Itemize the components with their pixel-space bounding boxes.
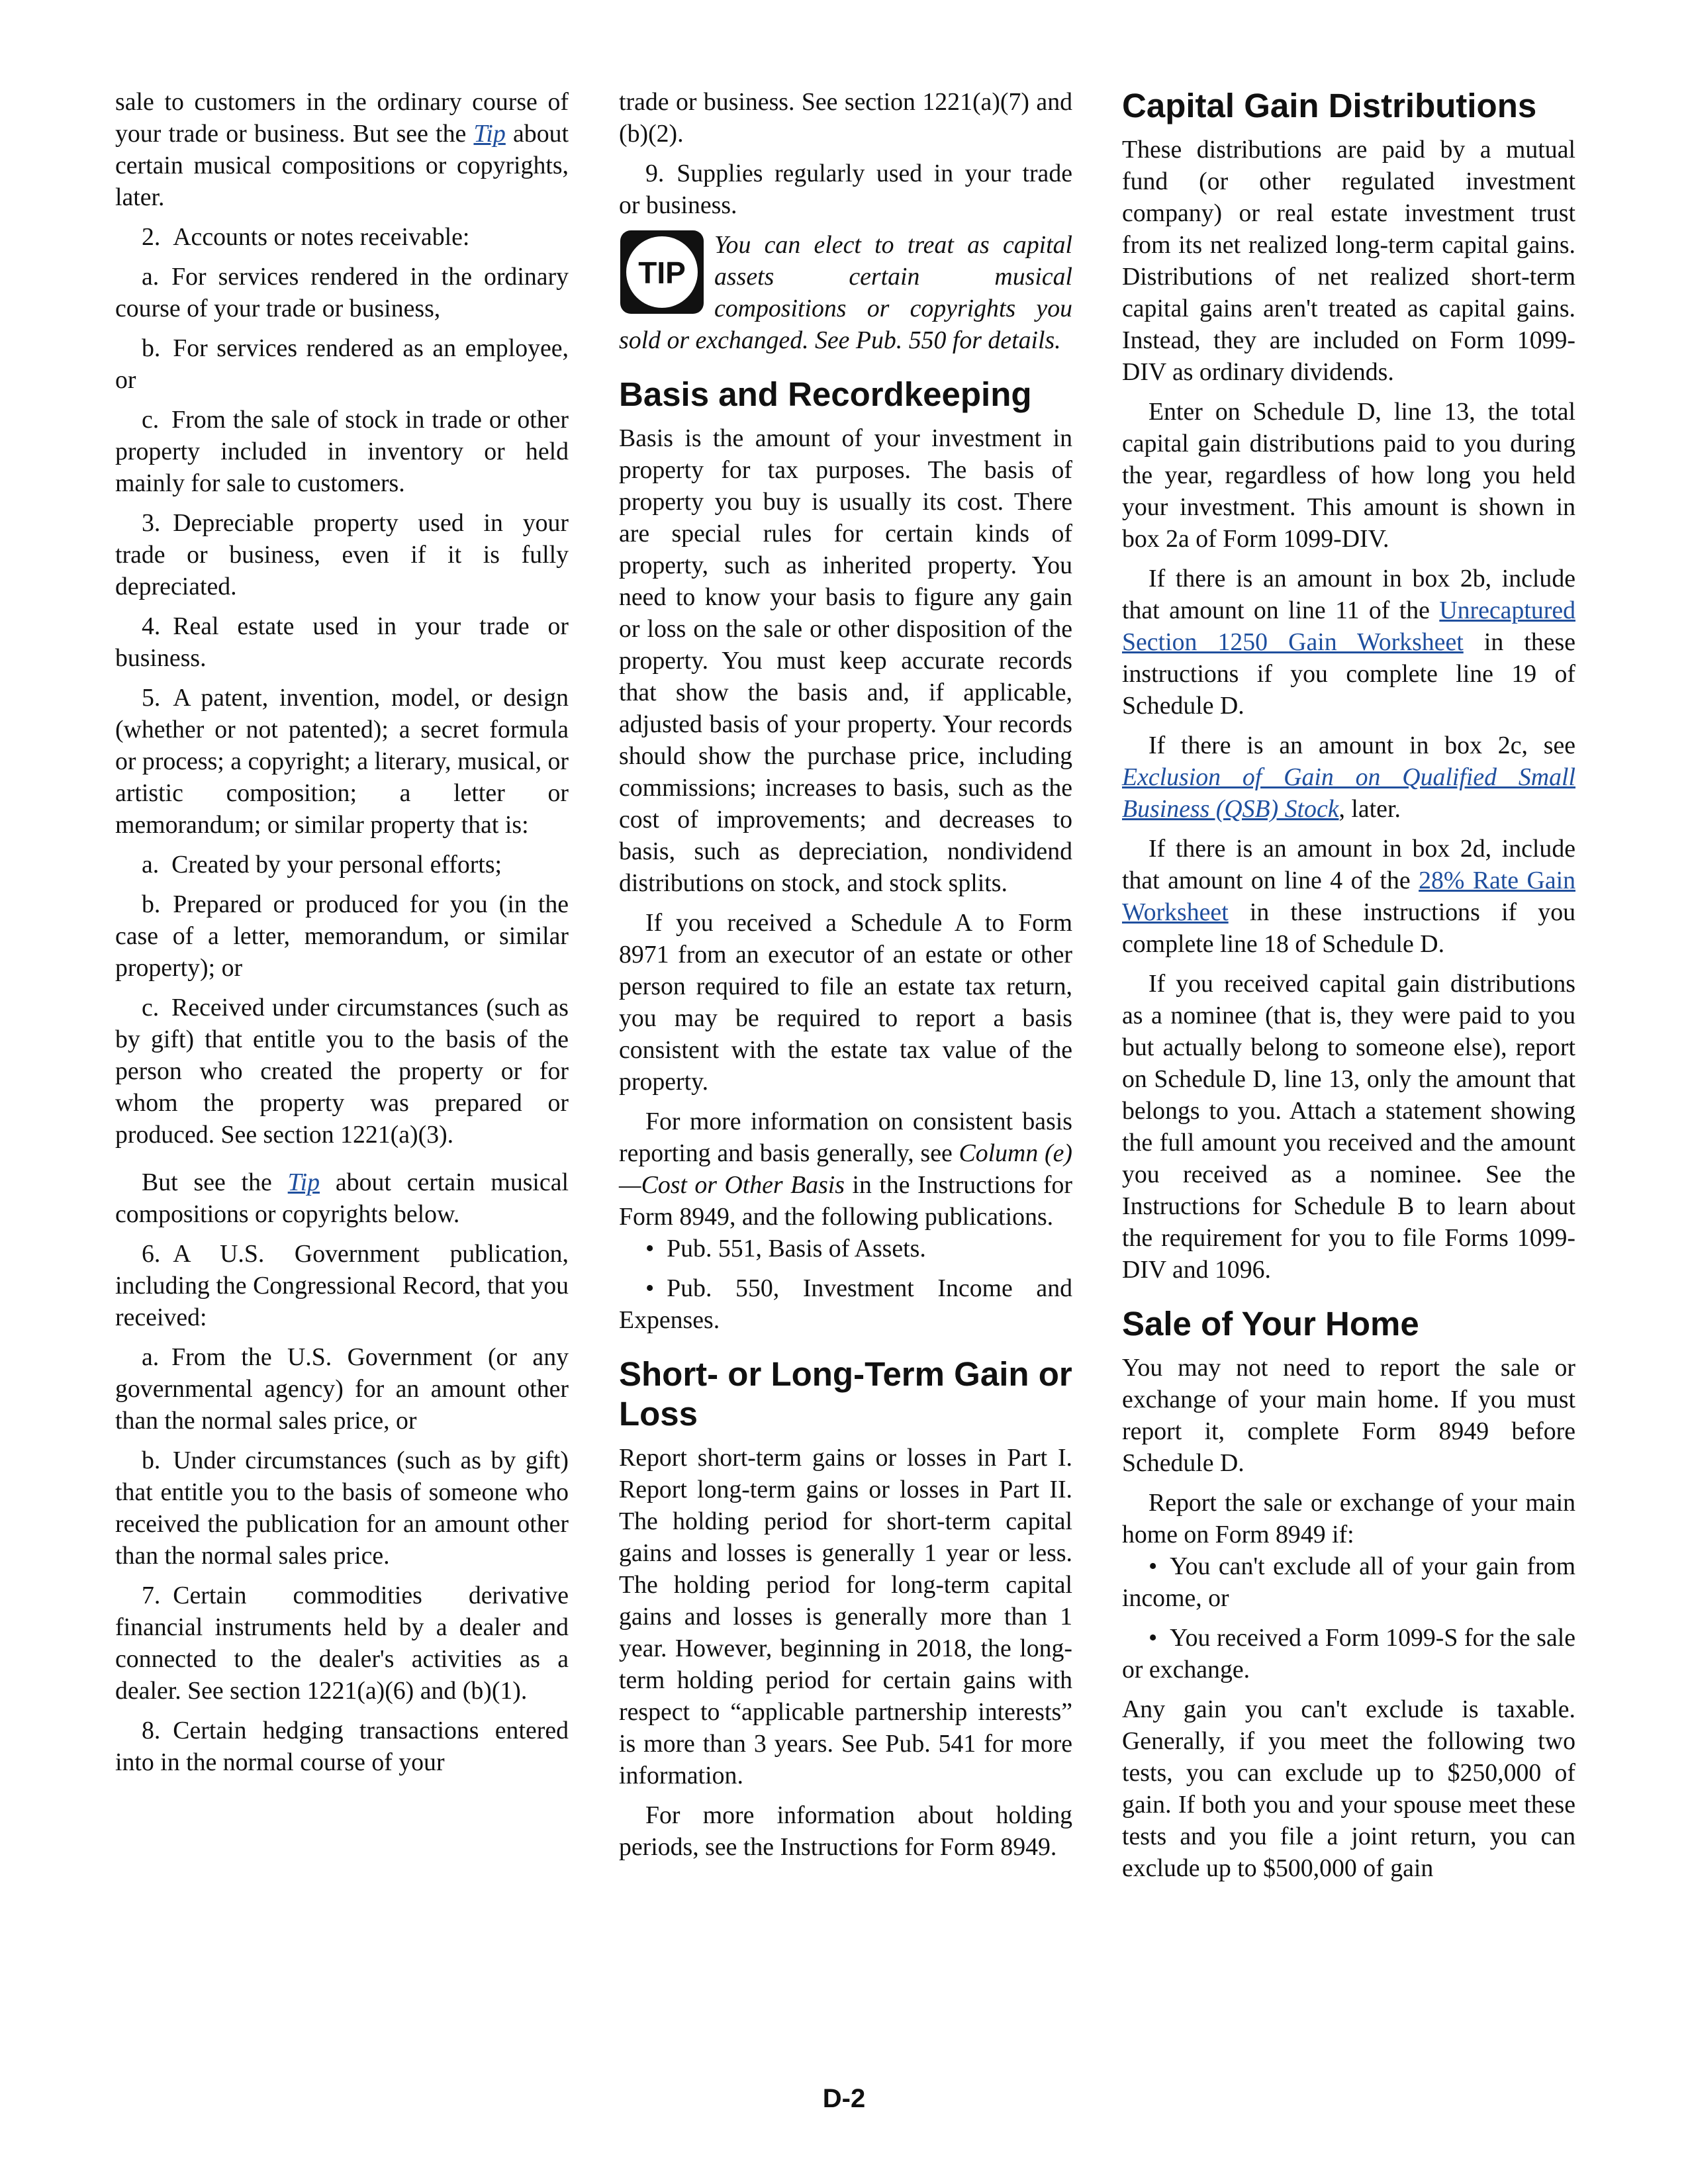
- list-item: a. For services rendered in the ordinary course of your trade or business,: [115, 263, 569, 322]
- tip-text: You can elect to treat as capital assets certain musical compositions or copyrights you sold or exchanged. See Pub. 550 for details.: [619, 231, 1072, 354]
- bullet-item: • You received a Form 1099-S for the sale or exchange.: [1122, 1624, 1575, 1684]
- column-3: [1122, 86, 1575, 1892]
- list-item: c. From the sale of stock in trade or other property included in inventory or held mainly for sale to customers.: [115, 406, 569, 497]
- list-item: 8. Certain hedging transactions entered into in the normal course of your: [115, 1717, 569, 1776]
- paragraph: But see the Tip about certain musical compositions or copyrights below.: [115, 1168, 569, 1228]
- paragraph: Report the sale or exchange of your main home on Form 8949 if:: [1122, 1489, 1575, 1548]
- unrecaptured-1250-worksheet-link[interactable]: Unrecaptured Section 1250 Gain Worksheet: [1122, 596, 1575, 656]
- list-item: 4. Real estate used in your trade or business.: [115, 612, 569, 672]
- heading-basis-recordkeeping: Basis and Recordkeeping: [619, 375, 1032, 413]
- list-item: a. From the U.S. Government (or any governmental agency) for an amount other than the normal sales price, or: [115, 1343, 569, 1435]
- list-item: 9. Supplies regularly used in your trade or business.: [619, 160, 1072, 219]
- list-item: 7. Certain commodities derivative financial instruments held by a dealer and connected to the dealer's activities as a dealer. See section 1221(a)(6) and (b)(1).: [115, 1582, 569, 1705]
- paragraph: Enter on Schedule D, line 13, the total capital gain distributions paid to you during the year, regardless of how long you held your investment. This amount is shown in box 2a of Form 1099-DIV.: [1122, 398, 1575, 553]
- heading-sale-of-your-home: Sale of Your Home: [1122, 1305, 1419, 1343]
- list-item: 5. A patent, invention, model, or design (whether or not patented); a secret formula or process; a copyright; a literary, musical, or artistic composition; a letter or memorandum; or similar property that is:: [115, 684, 569, 839]
- tip-box: [619, 229, 1072, 356]
- list-item: c. Received under circumstances (such as by gift) that entitle you to the basis of the person who created the property or for whom the property was prepared or produced. See section 1221(a)(3).: [115, 994, 569, 1149]
- bullet-item: • Pub. 550, Investment Income and Expenses.: [619, 1274, 1072, 1334]
- paragraph: You may not need to report the sale or exchange of your main home. If you must report it, complete Form 8949 before Schedule D.: [1122, 1354, 1575, 1477]
- tip-link[interactable]: Tip: [473, 120, 506, 148]
- bullet-item: • You can't exclude all of your gain from income, or: [1122, 1552, 1575, 1612]
- paragraph: trade or business. See section 1221(a)(7) and (b)(2).: [619, 88, 1072, 148]
- bullet-item: • Pub. 551, Basis of Assets.: [645, 1235, 926, 1262]
- heading-short-long-term: Short- or Long-Term Gain or Loss: [619, 1355, 1072, 1433]
- heading-capital-gain-distributions: Capital Gain Distributions: [1122, 87, 1537, 124]
- page-number: D-2: [822, 2084, 866, 2113]
- 28-rate-gain-worksheet-link[interactable]: 28% Rate Gain Worksheet: [1122, 867, 1575, 926]
- paragraph: sale to customers in the ordinary course of your trade or business. But see the Tip about certain musical compositions or copyrights, later.: [115, 88, 569, 211]
- list-item: 6. A U.S. Government publication, including the Congressional Record, that you received:: [115, 1240, 569, 1331]
- column-2: [619, 86, 1072, 1871]
- paragraph: Basis is the amount of your investment in property for tax purposes. The basis of property you buy is usually its cost. There are special rules for certain kinds of property, such as inherited property. You need to know your basis to figure any gain or loss on the sale or other disposition of the property. You must keep accurate records that show the basis and, if applicable, adjusted basis of your property. Your records should show the purchase price, including commissions; increases to basis, such as the cost of improvements; and decreases to basis, such as depreciation, nondividend distributions on stock, and stock splits.: [619, 424, 1072, 897]
- paragraph: If you received capital gain distributions as a nominee (that is, they were paid to you but actually belong to someone else), report on Schedule D, line 13, only the amount that belongs to you. Attach a statement showing the full amount you received and the amount you received as a nominee. See the Instructions for Schedule B to learn about the requirement for you to file Forms 1099-DIV and 1096.: [1122, 970, 1575, 1284]
- paragraph: Any gain you can't exclude is taxable. Generally, if you meet the following two tests, you can exclude up to $250,000 of gain. If both you and your spouse meet these tests and you file a joint return, you can exclude up to $500,000 of gain: [1122, 1695, 1575, 1882]
- list-item: 2. Accounts or notes receivable:: [142, 223, 470, 251]
- tip-icon-label: TIP: [638, 256, 686, 290]
- list-item: b. For services rendered as an employee, or: [115, 334, 569, 394]
- paragraph: For more information on consistent basis reporting and basis generally, see Column (e)—Cost or Other Basis in the Instructions for Form 8949, and the following publications.: [619, 1108, 1072, 1231]
- paragraph: For more information about holding periods, see the Instructions for Form 8949.: [619, 1801, 1072, 1861]
- tip-link[interactable]: Tip: [287, 1168, 320, 1196]
- list-item: 3. Depreciable property used in your trade or business, even if it is fully depreciated.: [115, 509, 569, 600]
- paragraph: Report short-term gains or losses in Part I. Report long-term gains or losses in Part II. The holding period for short-term capital gains and losses is generally 1 year or less. The holding period for long-term capital gains and losses is generally more than 1 year. However, beginning in 2018, the long-term holding period for certain gains with respect to “applicable partnership interests” is more than 3 years. See Pub. 541 for more information.: [619, 1444, 1072, 1789]
- paragraph: These distributions are paid by a mutual fund (or other regulated investment company) or real estate investment trust from its net realized long-term capital gains. Distributions of net realized short-term capital gains aren't treated as capital gains. Instead, they are included on Form 1099-DIV as ordinary dividends.: [1122, 136, 1575, 386]
- list-item: a. Created by your personal efforts;: [142, 851, 502, 878]
- tip-icon: [619, 229, 705, 315]
- paragraph: If there is an amount in box 2d, include that amount on line 4 of the 28% Rate Gain Worksheet in these instructions if you complete line 18 of Schedule D.: [1122, 835, 1575, 958]
- column-1: [115, 86, 569, 1786]
- paragraph: If you received a Schedule A to Form 8971 from an executor of an estate or other person required to file an estate tax return, you may be required to report a basis consistent with the estate tax value of the property.: [619, 909, 1072, 1096]
- qsb-stock-link[interactable]: Exclusion of Gain on Qualified Small Business (QSB) Stock: [1122, 763, 1575, 823]
- list-item: b. Under circumstances (such as by gift) that entitle you to the basis of someone who received the publication for an amount other than the normal sales price.: [115, 1447, 569, 1570]
- paragraph: If there is an amount in box 2b, include that amount on line 11 of the Unrecaptured Section 1250 Gain Worksheet in these instructions if you complete line 19 of Schedule D.: [1122, 565, 1576, 720]
- list-item: b. Prepared or produced for you (in the case of a letter, memorandum, or similar property); or: [115, 890, 569, 982]
- paragraph: If there is an amount in box 2c, see Exclusion of Gain on Qualified Small Business (QSB) Stock, later.: [1122, 732, 1575, 823]
